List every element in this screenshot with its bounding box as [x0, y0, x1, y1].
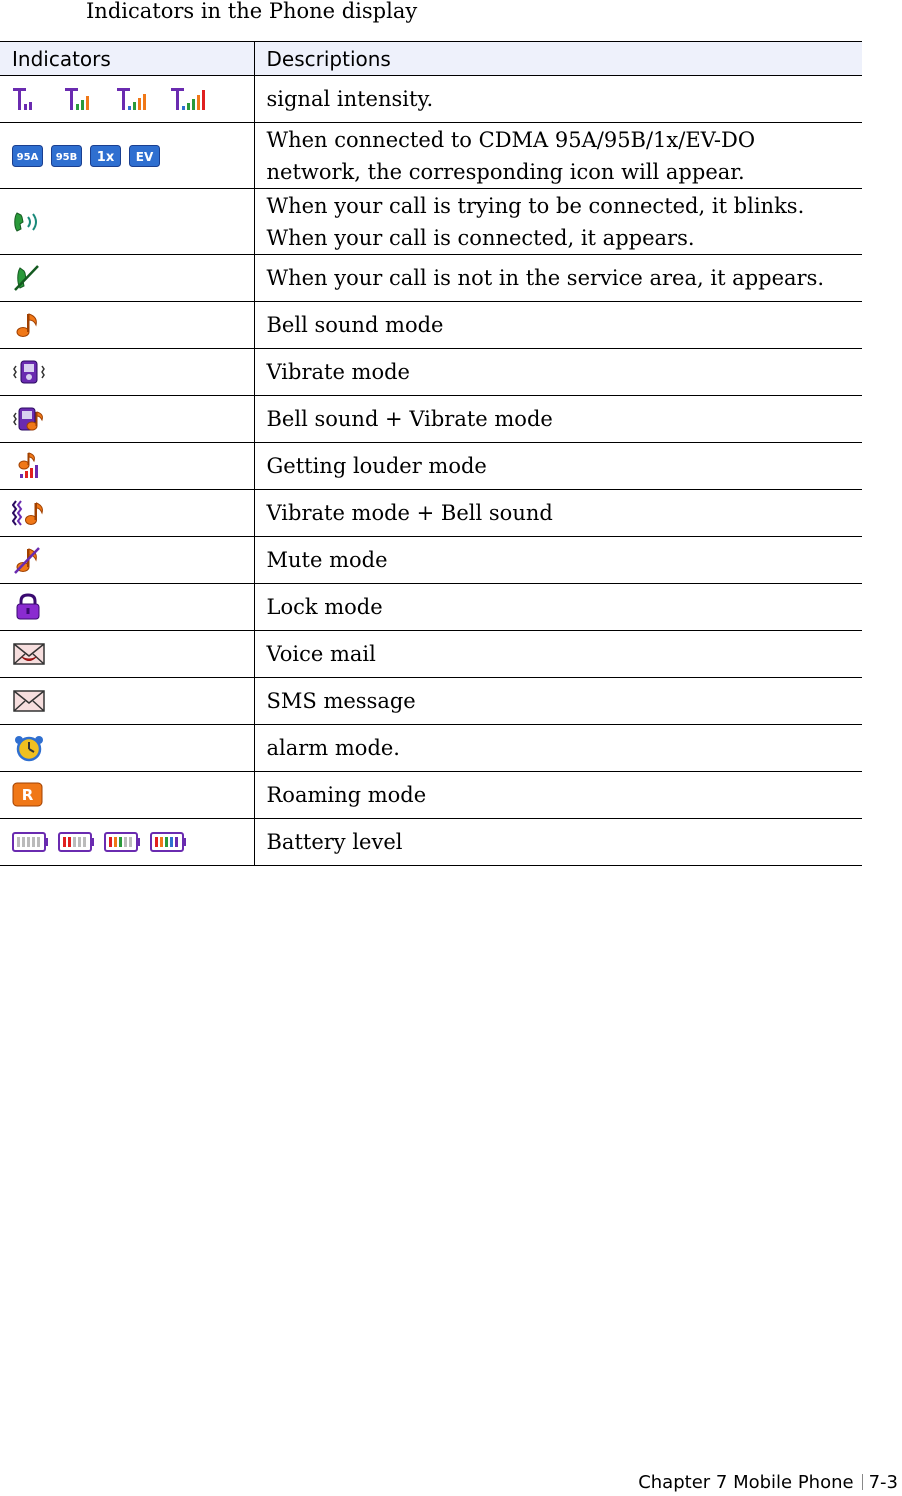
table-row [0, 631, 862, 678]
signal-bars-1-icon [12, 86, 48, 112]
voice-mail-icon [12, 640, 46, 668]
table-row [0, 76, 862, 123]
battery-3-icon [104, 830, 142, 854]
description-cell: Vibrate mode [266, 360, 410, 384]
bell-vibrate-icon [12, 405, 46, 433]
table-header-row [0, 42, 862, 76]
description-cell: Voice mail [266, 642, 376, 666]
bell-note-icon [12, 311, 44, 339]
table-row [0, 349, 862, 396]
vibrate-then-bell-icon [12, 499, 48, 527]
table-row [0, 302, 862, 349]
cdma-95a-icon [12, 145, 43, 167]
description-cell: alarm mode. [266, 736, 400, 760]
alarm-clock-icon [12, 734, 46, 762]
table-row [0, 725, 862, 772]
table-row [0, 678, 862, 725]
table-row [0, 123, 862, 189]
table-row [0, 819, 862, 866]
cdma-ev-text: EV [136, 149, 154, 164]
description-cell: Roaming mode [266, 783, 427, 807]
signal-bars-3-icon [116, 86, 162, 112]
indicator-cell [0, 189, 254, 255]
indicator-cell [0, 584, 254, 631]
indicator-cell [0, 819, 254, 866]
description-cell: Bell sound + Vibrate mode [266, 407, 553, 431]
table-row [0, 584, 862, 631]
battery-2-icon [58, 830, 96, 854]
indicator-cell [0, 302, 254, 349]
vibrate-icon [12, 358, 46, 386]
battery-1-icon [12, 830, 50, 854]
battery-4-icon [150, 830, 188, 854]
indicator-cell [0, 725, 254, 772]
table-row [0, 255, 862, 302]
description-cell: Lock mode [266, 595, 383, 619]
footer-page-number: 7-3 [868, 1472, 898, 1493]
table-row [0, 396, 862, 443]
description-cell: When your call is trying to be connected, it blinks. When your call is connected, it appears. [266, 193, 805, 250]
page-footer [638, 1470, 898, 1496]
signal-bars-4-icon [170, 86, 222, 112]
indicator-cell [0, 678, 254, 725]
roaming-icon [12, 782, 44, 808]
descriptions-header: Descriptions [254, 42, 862, 76]
mute-icon [12, 546, 44, 574]
indicators-header: Indicators [0, 42, 254, 76]
getting-louder-icon [12, 452, 44, 480]
cdma-95a-text: 95A [16, 151, 39, 163]
description-cell: When connected to CDMA 95A/95B/1x/EV-DO network, the corresponding icon will appear. [266, 127, 756, 184]
description-cell: Vibrate mode + Bell sound [266, 501, 553, 525]
table-row [0, 443, 862, 490]
cdma-1x-icon [90, 145, 121, 167]
table-row [0, 537, 862, 584]
roaming-text: R [21, 786, 34, 804]
footer-separator [862, 1474, 863, 1490]
cdma-1x-text: 1x [96, 149, 115, 165]
indicator-cell [0, 631, 254, 678]
description-cell: Mute mode [266, 548, 388, 572]
footer-chapter: Chapter 7 Mobile Phone [638, 1472, 854, 1493]
signal-bars-2-icon [64, 86, 108, 112]
page-heading: Indicators in the Phone display [86, 0, 418, 23]
description-cell: Battery level [266, 830, 403, 854]
indicator-cell [0, 123, 254, 189]
no-service-icon [12, 264, 44, 292]
description-cell: signal intensity. [266, 87, 434, 111]
cdma-ev-icon [129, 145, 160, 167]
table-row [0, 490, 862, 537]
description-cell: Getting louder mode [266, 454, 487, 478]
indicator-cell [0, 396, 254, 443]
cdma-95b-text: 95B [55, 151, 78, 163]
indicator-cell [0, 490, 254, 537]
description-cell: Bell sound mode [266, 313, 444, 337]
description-cell: When your call is not in the service area, it appears. [266, 266, 825, 290]
indicators-table [0, 41, 862, 866]
table-row [0, 772, 862, 819]
sms-envelope-icon [12, 687, 46, 715]
indicator-cell [0, 772, 254, 819]
indicator-cell [0, 537, 254, 584]
lock-icon [12, 593, 44, 621]
table-row [0, 189, 862, 255]
indicator-cell [0, 349, 254, 396]
indicator-cell [0, 443, 254, 490]
indicator-cell [0, 255, 254, 302]
description-cell: SMS message [266, 689, 416, 713]
indicator-cell [0, 76, 254, 123]
cdma-95b-icon [51, 145, 82, 167]
call-connected-icon [12, 209, 44, 235]
